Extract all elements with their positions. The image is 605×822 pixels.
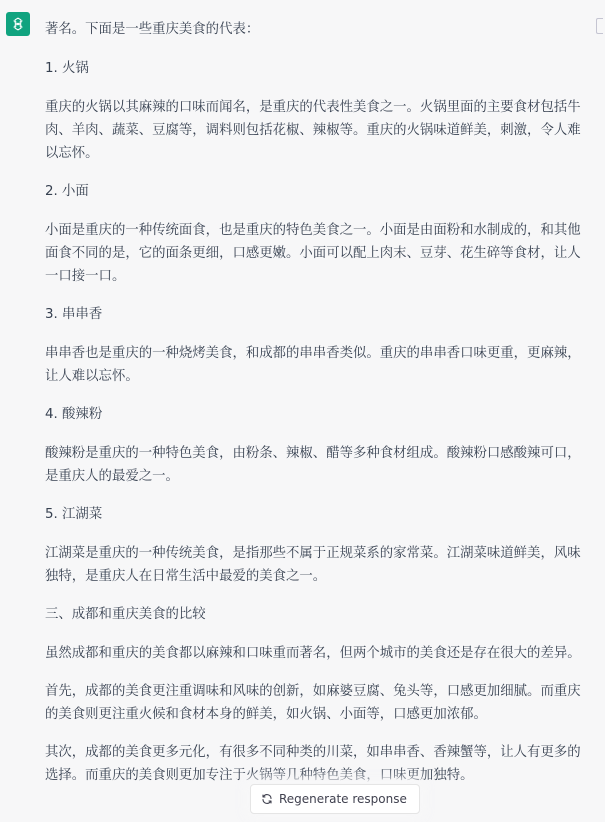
section-body: 小面是重庆的一种传统面食，也是重庆的特色美食之一。小面是由面粉和水制成的，和其他面食不同的是，它的面条更细，口感更嫩。小面可以配上肉末、豆芽、花生碎等食材，让人一口接一口。 [45, 223, 581, 284]
compare-paragraph: 虽然成都和重庆的美食都以麻辣和口味重而著名，但两个城市的美食还是存在很大的差异。 [45, 646, 581, 661]
section-title: 5. 江湖菜 [45, 507, 103, 522]
section-body: 江湖菜是重庆的一种传统美食，是指那些不属于正规菜系的家常菜。江湖菜味道鲜美，风味独特，是重庆人在日常生活中最爱的美食之一。 [45, 546, 581, 584]
compare-paragraph: 首先，成都的美食更注重调味和风味的创新，如麻婆豆腐、兔头等，口感更加细腻。而重庆的美食则更注重火候和食材本身的鲜美，如火锅、小面等，口感更加浓郁。 [45, 684, 581, 722]
compare-title: 三、成都和重庆美食的比较 [45, 607, 206, 622]
section-title: 3. 串串香 [45, 307, 103, 322]
section-body: 串串香也是重庆的一种烧烤美食，和成都的串串香类似。重庆的串串香口味更重，更麻辣，让人难以忘怀。 [45, 346, 581, 384]
message-content [45, 18, 593, 787]
compare-paragraph: 其次，成都的美食更多元化，有很多不同种类的川菜，如串串香、香辣蟹等，让人有更多的选择。而重庆的美食则更加专注于火锅等几种特色美食，口味更加独特。 [45, 745, 581, 783]
regenerate-label: Regenerate response [279, 792, 407, 806]
section-title: 2. 小面 [45, 184, 89, 199]
section-body: 重庆的火锅以其麻辣的口味而闻名，是重庆的代表性美食之一。火锅里面的主要食材包括牛肉、羊肉、蔬菜、豆腐等，调料则包括花椒、辣椒等。重庆的火锅味道鲜美，刺激，令人难以忘怀。 [45, 100, 581, 161]
intro-text: 著名。下面是一些重庆美食的代表： [45, 22, 260, 37]
copy-icon[interactable] [596, 18, 603, 34]
section-title: 1. 火锅 [45, 61, 89, 76]
refresh-icon [261, 793, 273, 805]
chatgpt-logo-icon [6, 12, 30, 36]
section-title: 4. 酸辣粉 [45, 407, 103, 422]
regenerate-response-button[interactable] [250, 784, 420, 814]
section-body: 酸辣粉是重庆的一种特色美食，由粉条、辣椒、醋等多种食材组成。酸辣粉口感酸辣可口，是重庆人的最爱之一。 [45, 446, 581, 484]
